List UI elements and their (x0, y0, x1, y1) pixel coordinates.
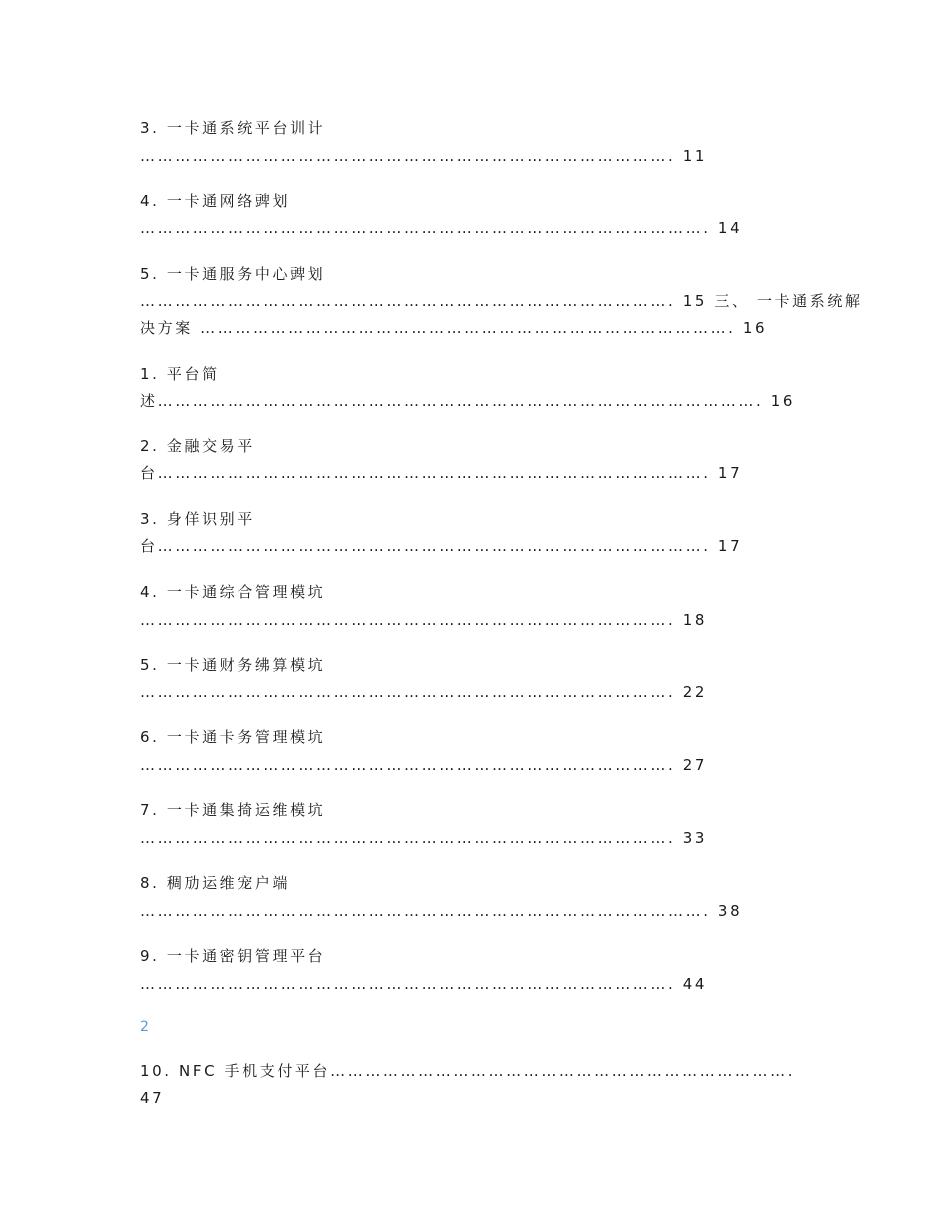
toc-entry-leader: 台…………………………………………………………………………………. 17 (140, 537, 743, 555)
toc-entry-title: 9. 一卡通密钥管理平台 (140, 947, 326, 965)
toc-entry-leader: ………………………………………………………………………………. 15 三、 一卡通系统解 (140, 292, 863, 310)
toc-entry-leader: ………………………………………………………………………………. 22 (140, 683, 708, 701)
toc-entry-leader: ……………………………………………………………………………………. 38 (140, 902, 743, 920)
toc-entry-title: 8. 稠劢运维宠户端 (140, 874, 291, 892)
toc-entry-leader: 决方案 ………………………………………………………………………………. 16 (140, 319, 768, 337)
toc-entry-leader: ………………………………………………………………………………. 27 (140, 756, 708, 774)
toc-entry-title: 7. 一卡通集掎运维模坑 (140, 801, 326, 819)
toc-entry-title: 4. 一卡通综合管理模坑 (140, 583, 326, 601)
toc-entry-title: 6. 一卡通卡务管理模坑 (140, 728, 326, 746)
toc-entry-leader: ………………………………………………………………………………. 44 (140, 975, 708, 993)
toc-entry-title: 2. 金融交易平 (140, 437, 255, 455)
toc-entry-title: 3. 身佯识别平 (140, 510, 255, 528)
toc-entry-title: 10. NFC 手机支付平台……………………………………………………………………. (140, 1062, 796, 1080)
toc-entry-title: 4. 一卡通网络豍划 (140, 192, 291, 210)
toc-entry-leader: ……………………………………………………………………………………. 14 (140, 219, 743, 237)
toc-entry-title: 1. 平台简 (140, 365, 220, 383)
toc-entry-title: 5. 一卡通财务绋算模坑 (140, 656, 326, 674)
page-number: 2 (140, 1019, 149, 1035)
toc-entry-leader: 47 (140, 1089, 165, 1107)
toc-entry-leader: 台…………………………………………………………………………………. 17 (140, 464, 743, 482)
toc-entry-leader: 述…………………………………………………………………………………………. 16 (140, 392, 796, 410)
toc-entry-leader: ………………………………………………………………………………. 18 (140, 611, 708, 629)
toc-entry-leader: ………………………………………………………………………………. 33 (140, 829, 708, 847)
toc-entry-title: 3. 一卡通系统平台训计 (140, 119, 326, 137)
toc-entry-title: 5. 一卡通服务中心豍划 (140, 265, 326, 283)
toc-entry-leader: ………………………………………………………………………………. 11 (140, 147, 708, 165)
